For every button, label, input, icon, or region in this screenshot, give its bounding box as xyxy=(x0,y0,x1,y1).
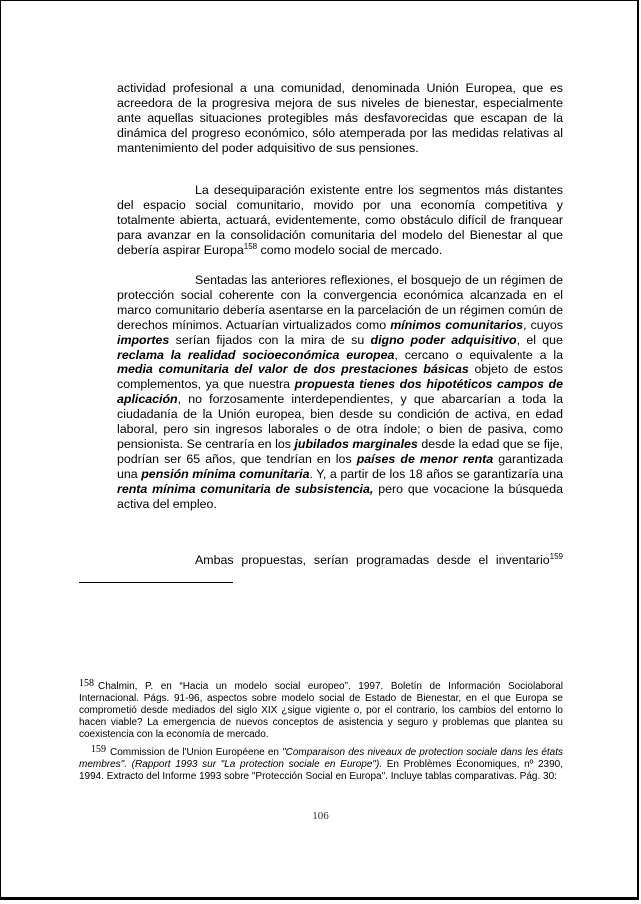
emphasis-text: países de menor renta xyxy=(356,451,494,466)
paragraph-2-text-end: como modelo social de mercado. xyxy=(257,242,443,257)
paragraph-3-text: . Y, a partir de los 18 años se garantizaría una xyxy=(309,466,563,481)
footnote-ref-159: 159 xyxy=(549,551,563,561)
paragraph-4 xyxy=(117,553,563,568)
footnote-separator xyxy=(79,582,233,583)
emphasis-text: importes xyxy=(117,332,170,347)
footnote-159-number: 159 xyxy=(91,744,106,755)
footnote-158-text: Chalmin, P. en “Hacia un modelo social europeo”. 1997. Boletín de Información Sociolaboral Internacional. Págs. 91-96, aspectos sobre modelo social de Estado de Bienestar, en el que Europa se comprometió desde mediados del siglo XIX ¿sigue vigiente o, por el contrario, los cambios del entorno lo hacen viable? La emergencia de nuevos conceptos de asistencia y seguro y problemas que plantea su coexistencia con la economía de mercado. xyxy=(79,681,563,740)
footnote-159 xyxy=(79,744,563,783)
footnote-159-text: Commission de l'Union Européene en xyxy=(110,747,283,758)
paragraph-3-text: serían fijados con la mira de su xyxy=(169,332,371,347)
footnote-159-text-end: En Problèmes Économiques, nº 2390, 1994. Extracto del Informe 1993 sobre "Protección Social en Europa". Incluye tablas comparativas. Pág. 30: xyxy=(79,759,563,782)
paragraph-2-text: La desequiparación existente entre los segmentos más distantes del espacio social comunitario, movido por una economía competitiva y totalmente abierta, actuará, evidentemente, como obstáculo difícil de franquear para avanzar en la consolidación comunitaria del modelo del Bienestar al que debería aspirar Europa xyxy=(117,183,563,257)
paragraph-3-text: Sentadas las anteriores reflexiones, el bosquejo de un régimen de protección social coherente con la convergencia económica alcanzada en el marco comunitario debería asentarse en la parcelación de un régimen común de derechos mínimos. Actuarían virtualizados como xyxy=(117,273,563,332)
emphasis-text: mínimos comunitarios xyxy=(390,317,524,332)
paragraph-3-text: , no forzosamente interdependientes, y que abarcarían a toda la ciudadanía de la Unión europea, bien desde su condición de activa, en edad laboral, pero sin ingresos laborales o de otra índole; o bien de pasiva, como pensionista. Se centraría en los xyxy=(117,392,563,451)
emphasis-text: digno poder adquisitivo xyxy=(370,332,517,347)
paragraph-3-text: , cuyos xyxy=(523,317,563,332)
paragraph-1: actividad profesional a una comunidad, denominada Unión Europea, que es acreedora de la progresiva mejora de sus niveles de bienestar, especialmente ante aquellas situaciones protegibles más desfavorecidas que escapan de la dinámica del progreso económico, sólo atemperada por las medidas relativas al mantenimiento del poder adquisitivo de sus pensiones. xyxy=(117,81,563,155)
paragraph-3-text: objeto de estos complementos, ya que nuestra xyxy=(117,362,563,392)
paragraph-3-text: , el que xyxy=(516,332,563,347)
emphasis-text: media comunitaria del valor de dos prestaciones básicas xyxy=(117,362,469,377)
paragraph-3 xyxy=(117,273,563,512)
paragraph-4-text: Ambas propuestas, serían programadas desde el inventario xyxy=(195,553,550,567)
emphasis-text: renta mínima comunitaria de subsistencia, xyxy=(117,481,374,496)
page-number: 106 xyxy=(312,810,329,822)
paragraph-2 xyxy=(117,183,563,258)
emphasis-text: reclama la realidad socioeconómica europea xyxy=(117,347,395,362)
emphasis-text: pensión mínima comunitaria xyxy=(141,466,310,481)
footnote-158 xyxy=(79,678,563,741)
footnote-159-title: "Comparaison des niveaux de protection sociale dans les états membres". (Rapport 1993 sur "La protection sociale en Europe"). xyxy=(79,747,564,770)
footnote-158-number: 158 xyxy=(79,678,94,689)
footnote-ref-158: 158 xyxy=(243,241,258,251)
paragraph-3-text: garantizada una xyxy=(117,451,563,481)
paragraph-3-text: pero que vocacione la búsqueda activa del empleo. xyxy=(117,481,563,511)
emphasis-text: jubilados marginales xyxy=(294,436,418,451)
emphasis-text: propuesta tienes dos hipotéticos campos de aplicación xyxy=(117,377,563,407)
paragraph-3-text: desde la edad que se fije, podrían ser 65 años, que tendrían en los xyxy=(117,436,563,466)
paragraph-3-text: , cercano o equivalente a la xyxy=(394,347,563,362)
